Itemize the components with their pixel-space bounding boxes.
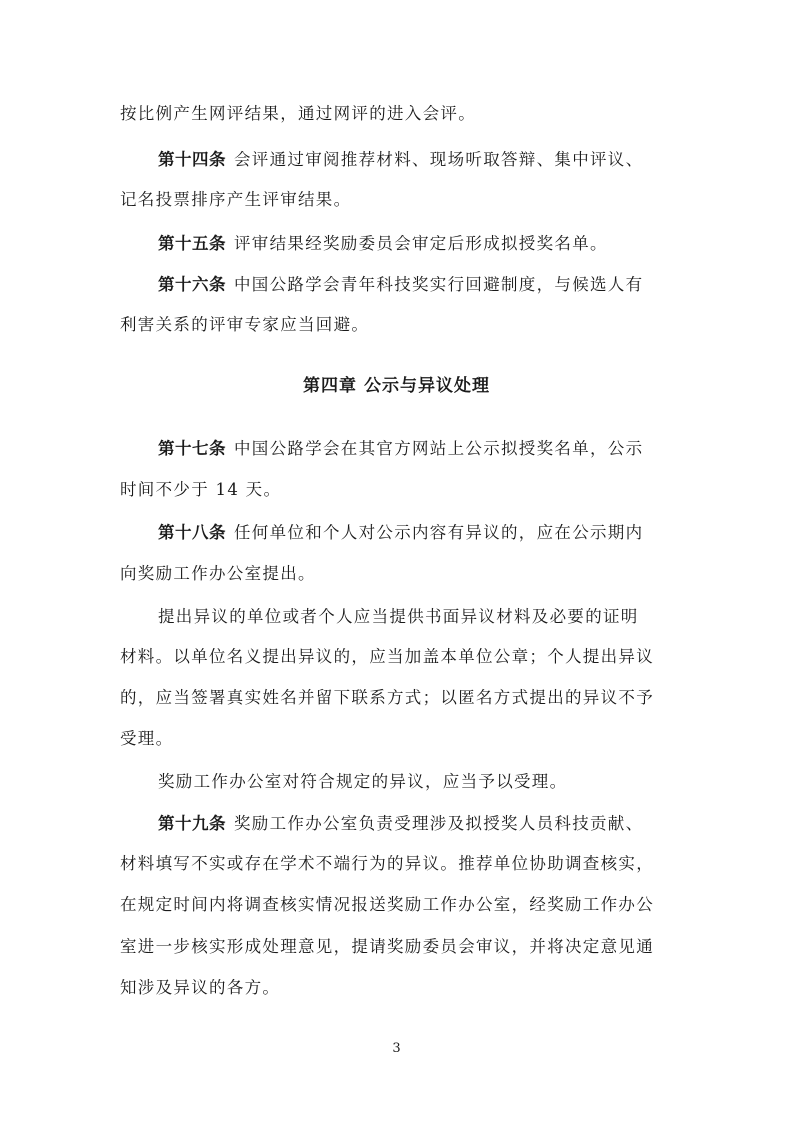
page-number: 3 [392,1041,401,1056]
body-line: 向奖励工作办公室提出。 [120,564,316,583]
article-number: 第十九条 [158,814,226,833]
article-number: 第十五条 [158,234,226,253]
article-text: 中国公路学会青年科技奖实行回避制度，与候选人有 [234,275,644,294]
body-line: 利害关系的评审专家应当回避。 [120,315,370,334]
body-line: 知涉及异议的各方。 [120,978,281,997]
article-number: 第十六条 [158,275,226,294]
body-line: 材料填写不实或存在学术不端行为的异议。推荐单位协助调查核实， [120,854,654,873]
article-line [158,148,680,172]
body-line: 记名投票排序产生评审结果。 [120,190,352,209]
body-line: 按比例产生网评结果，通过网评的进入会评。 [120,104,476,123]
article-text: 奖励工作办公室负责受理涉及拟授奖人员科技贡献、 [234,814,644,833]
body-line: 的，应当签署真实姓名并留下联系方式；以匿名方式提出的异议不予 [120,688,654,707]
article-line [158,232,680,256]
article-text: 中国公路学会在其官方网站上公示拟授奖名单，公示 [234,439,644,458]
article-text: 评审结果经奖励委员会审定后形成拟授奖名单。 [234,234,608,253]
body-line: 材料。以单位名义提出异议的，应当加盖本单位公章；个人提出异议 [120,647,654,666]
chapter-heading: 第四章 公示与异议处理 [303,376,490,396]
article-line [158,273,680,297]
paragraph-line: 提出异议的单位或者个人应当提供书面异议材料及必要的证明 [158,607,639,626]
article-line [158,521,680,545]
article-line [158,812,680,836]
article-text: 任何单位和个人对公示内容有异议的，应在公示期内 [234,523,644,542]
article-number: 第十八条 [158,523,226,542]
body-line: 在规定时间内将调查核实情况报送奖励工作办公室，经奖励工作办公 [120,895,654,914]
body-line: 室进一步核实形成处理意见，提请奖励委员会审议，并将决定意见通 [120,937,654,956]
article-line [158,437,680,461]
paragraph-line: 奖励工作办公室对符合规定的异议，应当予以受理。 [158,772,568,791]
article-number: 第十七条 [158,439,226,458]
article-number: 第十四条 [158,150,226,169]
article-text: 会评通过审阅推荐材料、现场听取答辩、集中评议、 [234,150,644,169]
body-line: 受理。 [120,729,174,748]
body-line: 时间不少于 14 天。 [120,480,282,499]
